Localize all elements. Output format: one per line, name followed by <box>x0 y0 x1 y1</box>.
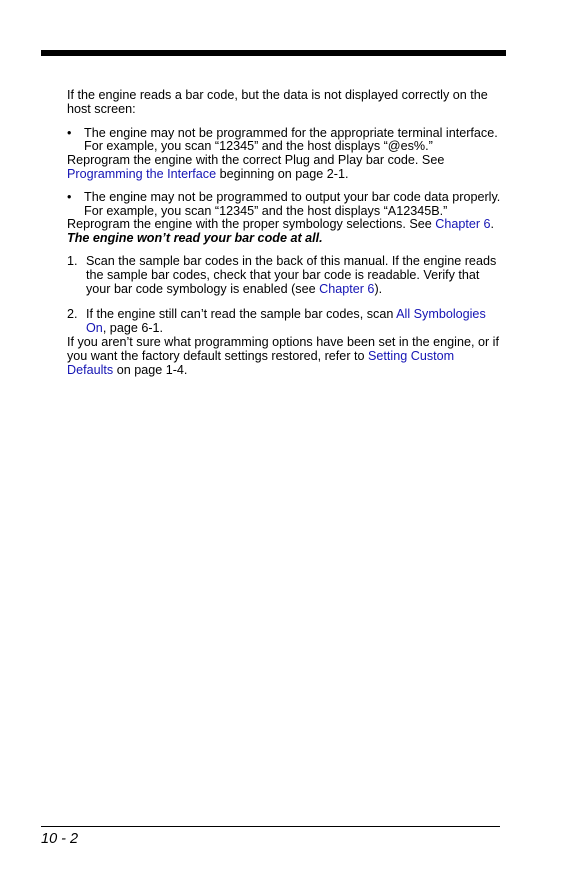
bullet-example: For example, you scan “12345” and the host displays “A12345B.” <box>84 203 448 218</box>
bullet-example: For example, you scan “12345” and the host displays “@es%.” <box>84 139 433 154</box>
step-text-part: ). <box>374 281 383 296</box>
link-programming-the-interface[interactable]: Programming the Interface <box>67 166 217 181</box>
bullet-marker: • <box>67 189 72 204</box>
bullet-item-output-data <box>67 191 501 219</box>
footer-rule <box>41 826 500 827</box>
reprogram-interface-paragraph <box>67 154 501 182</box>
paragraph-text: on page 1-4. <box>113 362 188 377</box>
paragraph-text: beginning on page 2-1. <box>216 166 349 181</box>
step-text-part: If the engine still can’t read the sample bar codes, scan <box>86 307 397 322</box>
paragraph-text: If you aren’t sure what programming options have been set in the engine, or if you want the factory default settings restored, refer to <box>67 334 499 363</box>
step-text <box>86 255 501 296</box>
intro-paragraph <box>67 89 501 117</box>
paragraph-text: Reprogram the engine with the correct Plug and Play bar code. See <box>67 153 445 168</box>
section-heading: The engine won’t read your bar code at all. <box>67 231 323 246</box>
step-text <box>86 308 501 336</box>
link-chapter-6-step[interactable]: Chapter 6 <box>319 281 375 296</box>
bullet-item-terminal-interface <box>67 127 501 155</box>
intro-text: If the engine reads a bar code, but the data is not displayed correctly on the host screen: <box>67 88 488 116</box>
paragraph-text: . <box>490 217 495 232</box>
header-rule <box>41 50 506 56</box>
paragraph-text: Reprogram the engine with the proper symbology selections. See <box>67 217 436 232</box>
bullet-marker: • <box>67 125 72 140</box>
bullet-text <box>84 191 501 219</box>
link-setting-custom-defaults[interactable]: Setting Custom Defaults <box>67 348 455 377</box>
numbered-step-2 <box>67 308 501 336</box>
page-content <box>67 89 501 377</box>
page-number: 10 - 2 <box>41 831 79 847</box>
step-text-part: , page 6-1. <box>102 321 164 336</box>
step-number: 2. <box>67 307 78 322</box>
numbered-step-1 <box>67 255 501 296</box>
reprogram-symbology-paragraph <box>67 218 501 232</box>
link-chapter-6[interactable]: Chapter 6 <box>435 217 491 232</box>
step-text-part: Scan the sample bar codes in the back of this manual. If the engine reads the sample bar codes, check that your bar code is readable. Verify that your bar code symbology is enabled (see <box>86 253 497 296</box>
step-number: 1. <box>67 253 78 268</box>
defaults-paragraph <box>67 336 501 377</box>
bullet-line: The engine may not be programmed to output your bar code data properly. <box>84 189 501 204</box>
bullet-text <box>84 127 501 155</box>
bullet-line: The engine may not be programmed for the appropriate terminal interface. <box>84 125 498 140</box>
link-all-symbologies-on[interactable]: All Symbologies On <box>86 307 486 336</box>
